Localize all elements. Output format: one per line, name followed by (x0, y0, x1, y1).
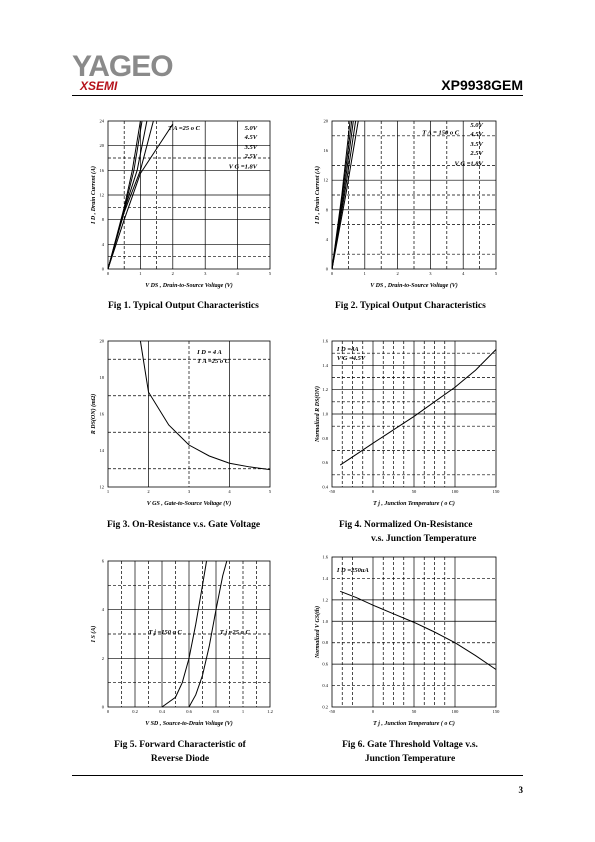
y-tick-label: 1.6 (322, 338, 328, 344)
x-tick-label: 2 (147, 489, 150, 494)
caption-line: Fig 3. On-Resistance v.s. Gate Voltage (107, 520, 261, 530)
y-axis-label: Normalized R DS(ON) (315, 385, 321, 443)
caption-line: Fig 1. Typical Output Characteristics (108, 301, 259, 311)
y-tick-label: 8 (325, 207, 328, 213)
chart-annotation: V G =4.5V (336, 354, 366, 362)
y-tick-label: 6 (101, 558, 104, 564)
chart-fig2 (312, 117, 502, 295)
logo-subtext: XSEMI (80, 79, 118, 93)
chart-svg (88, 557, 276, 733)
x-axis-label: T j , Junction Temperature ( o C) (373, 721, 455, 727)
x-axis-label: T j , Junction Temperature ( o C) (373, 501, 455, 507)
x-tick-label: 50 (411, 709, 417, 714)
y-tick-label: 4 (101, 607, 104, 613)
x-axis-label: V SD , Source-to-Drain Voltage (V) (145, 721, 233, 727)
caption-line: Fig 5. Forward Characteristic of (114, 740, 246, 750)
y-axis-label: I S (A) (91, 625, 97, 643)
chart-annotation: 5.0V (470, 121, 483, 129)
y-axis-label: I D , Drain Current (A) (315, 165, 321, 225)
y-tick-label: 0 (325, 266, 328, 272)
chart-annotation: T j =150 o C (148, 629, 182, 636)
y-axis-label: I D , Drain Current (A) (91, 165, 97, 225)
y-tick-label: 0 (101, 266, 104, 272)
x-tick-label: 5 (268, 489, 272, 494)
caption-line: Fig 2. Typical Output Characteristics (335, 301, 486, 311)
caption-line: Junction Temperature (364, 754, 456, 764)
x-tick-label: 1 (139, 271, 142, 276)
x-tick-label: 1 (241, 709, 245, 714)
chart-annotation: 3.5V (470, 141, 483, 149)
y-tick-label: 8 (101, 217, 104, 223)
series-line (340, 591, 496, 669)
x-tick-label: 100 (451, 489, 459, 494)
x-axis-label: V GS , Gate-to-Source Voltage (V) (146, 501, 232, 507)
y-tick-label: 0.8 (322, 640, 328, 646)
y-tick-label: 12 (99, 484, 104, 490)
y-tick-label: 18 (99, 375, 104, 380)
chart-fig1 (88, 117, 276, 295)
chart-svg (312, 117, 502, 295)
y-axis-label: Normalized V GS(th) (315, 605, 321, 659)
chart-annotation: 5.0V (244, 124, 258, 132)
chart-svg (312, 553, 502, 733)
caption-fig2 (335, 299, 486, 313)
series-line (340, 350, 496, 466)
chart-annotation: T A = 150 o C (422, 129, 460, 137)
x-tick-label: 1.2 (267, 709, 273, 714)
footer-rule (72, 775, 523, 776)
x-tick-label: 0.8 (213, 709, 219, 714)
chart-svg (88, 117, 276, 295)
x-tick-label: 0.6 (186, 709, 192, 714)
part-number: XP9938GEM (441, 77, 523, 93)
x-tick-label: 150 (492, 489, 500, 494)
y-tick-label: 1.4 (322, 362, 328, 368)
x-tick-label: 2 (396, 271, 399, 276)
chart-fig4 (312, 337, 502, 513)
chart-annotation: T A =25 o C (167, 124, 200, 132)
chart-annotation: I D =4A (336, 346, 359, 354)
y-tick-label: 16 (99, 411, 104, 417)
chart-annotation: V G =1.8V (454, 160, 483, 168)
x-tick-label: 100 (451, 709, 459, 714)
x-tick-label: -50 (329, 489, 335, 494)
y-tick-label: 1.4 (322, 575, 328, 581)
x-tick-label: 0.4 (159, 709, 165, 714)
caption-fig4 (335, 518, 476, 546)
logo-text: YAGEO (72, 50, 173, 83)
y-tick-label: 4 (325, 236, 328, 242)
chart-annotation: 2.5V (244, 153, 258, 160)
x-axis-label: V DS , Drain-to-Source Voltage (V) (145, 283, 233, 289)
x-tick-label: 4 (462, 271, 465, 276)
caption-line: Reverse Diode (150, 754, 210, 764)
y-tick-label: 12 (323, 177, 328, 183)
chart-fig3 (88, 337, 276, 513)
x-tick-label: 0.2 (132, 709, 138, 714)
y-tick-label: 16 (323, 148, 328, 154)
chart-svg (88, 337, 276, 513)
x-tick-label: -50 (329, 709, 335, 714)
chart-annotation: T A =25 o C (197, 357, 230, 365)
chart-annotation: I D = 4 A (197, 349, 222, 357)
y-tick-label: 0.8 (322, 435, 328, 441)
chart-annotation: V G =1.8V (228, 163, 258, 171)
x-tick-label: 5 (268, 271, 272, 276)
yageo-logo (72, 52, 182, 92)
x-tick-label: 4 (228, 489, 231, 494)
x-tick-label: 150 (492, 709, 500, 714)
x-tick-label: 3 (187, 489, 191, 494)
x-tick-label: 0 (106, 709, 110, 714)
x-axis-label: V DS , Drain-to-Source Voltage (V) (370, 283, 458, 289)
x-tick-label: 1 (363, 271, 366, 276)
x-tick-label: 0 (106, 271, 110, 276)
chart-svg (312, 337, 502, 513)
y-tick-label: 20 (99, 338, 104, 344)
chart-annotation: T j =25 o C (219, 629, 250, 636)
y-tick-label: 2 (101, 655, 104, 661)
caption-fig3 (107, 518, 260, 532)
y-tick-label: 1.0 (322, 618, 328, 624)
x-tick-label: 2 (171, 271, 174, 276)
chart-fig6 (312, 553, 502, 733)
chart-fig5 (88, 557, 276, 733)
chart-annotation: I D =250uA (336, 567, 369, 574)
y-tick-label: 16 (99, 167, 104, 173)
x-tick-label: 1 (106, 489, 110, 494)
page-number: 3 (518, 785, 523, 795)
y-tick-label: 0.6 (322, 661, 328, 667)
chart-annotation: 4.5V (244, 133, 258, 141)
y-tick-label: 0.4 (322, 484, 328, 490)
y-tick-label: 0 (101, 704, 104, 710)
y-tick-label: 12 (99, 192, 104, 198)
y-tick-label: 24 (99, 118, 104, 124)
x-tick-label: 0 (330, 271, 334, 276)
x-tick-label: 50 (411, 489, 417, 494)
x-tick-label: 0 (371, 489, 375, 494)
x-tick-label: 0 (371, 709, 375, 714)
caption-line: v.s. Junction Temperature (371, 534, 477, 544)
x-tick-label: 5 (494, 271, 498, 276)
chart-annotation: 3.5V (244, 144, 258, 152)
y-tick-label: 1.2 (322, 597, 328, 603)
caption-fig1 (108, 299, 259, 313)
caption-line: Fig 4. Normalized On-Resistance (338, 520, 473, 530)
y-tick-label: 0.4 (322, 683, 328, 689)
y-tick-label: 20 (323, 118, 328, 124)
y-tick-label: 1.0 (322, 411, 328, 417)
y-tick-label: 0.6 (322, 460, 328, 466)
y-tick-label: 4 (101, 241, 104, 247)
y-tick-label: 20 (99, 143, 104, 149)
caption-line: Fig 6. Gate Threshold Voltage v.s. (342, 740, 478, 750)
x-tick-label: 3 (204, 271, 207, 276)
y-tick-label: 1.6 (322, 554, 328, 560)
y-axis-label: R DS(ON) (mΩ) (91, 393, 97, 435)
y-tick-label: 1.2 (322, 387, 328, 393)
caption-fig6 (335, 738, 485, 766)
header-rule (72, 95, 523, 96)
chart-annotation: 2.5V (470, 150, 483, 158)
y-tick-label: 0.2 (322, 704, 328, 710)
chart-annotation: 4.5V (470, 130, 483, 138)
x-tick-label: 4 (236, 271, 239, 276)
x-tick-label: 3 (429, 271, 432, 276)
y-tick-label: 14 (99, 448, 104, 453)
caption-fig5 (109, 738, 251, 766)
